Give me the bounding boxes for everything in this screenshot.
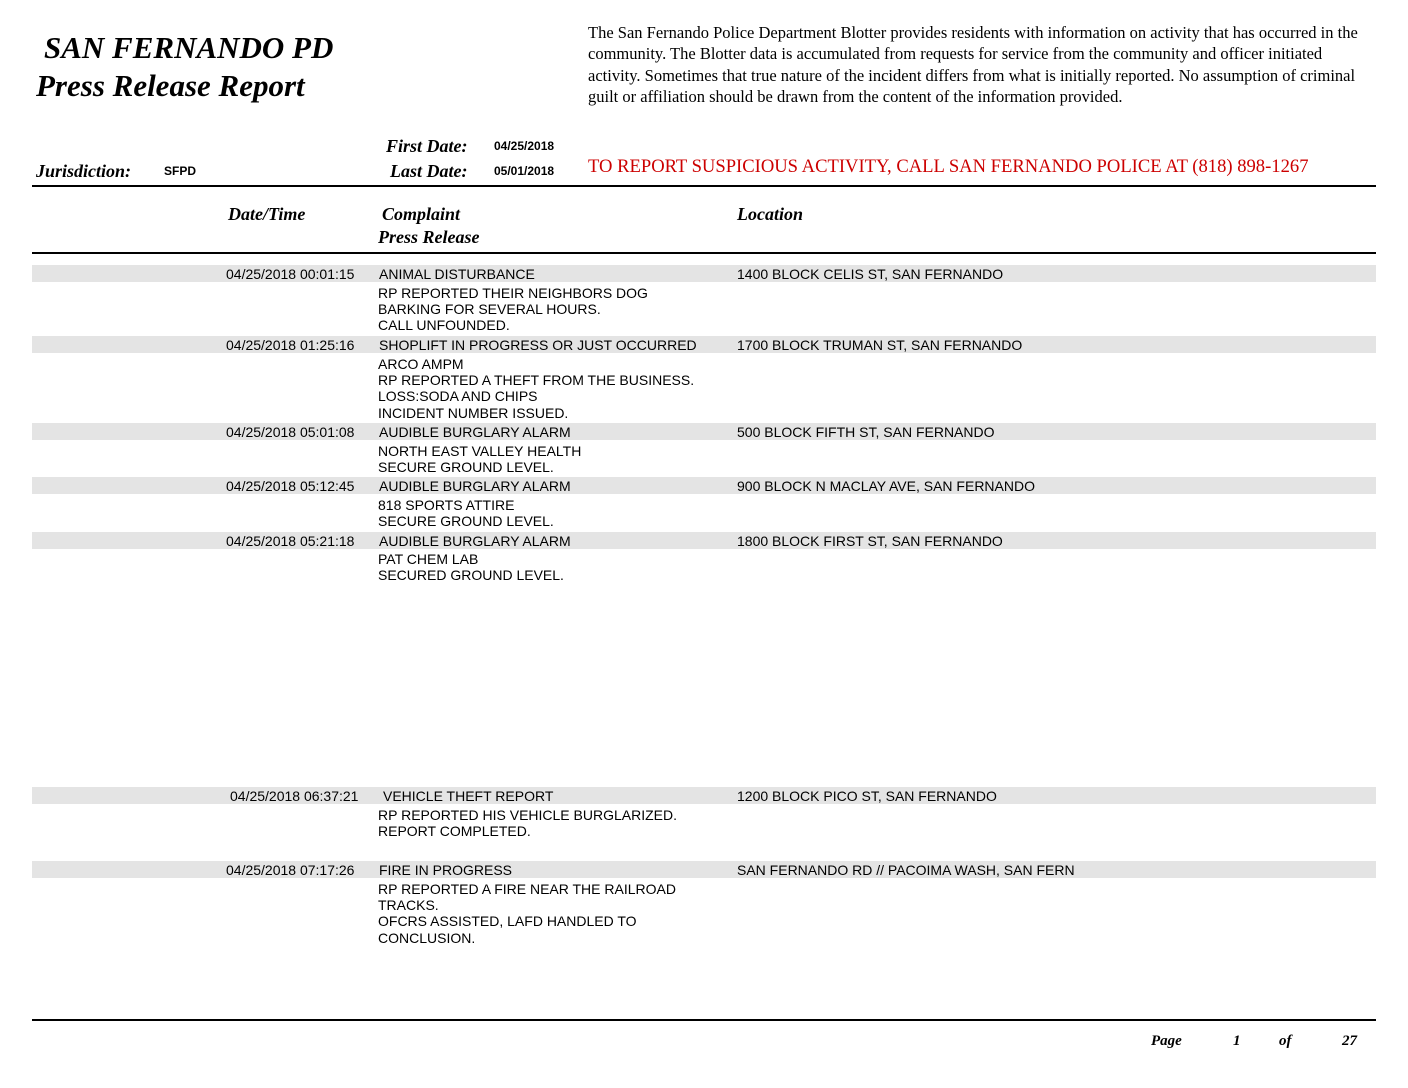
first-date-value: 04/25/2018: [494, 139, 555, 153]
incident-location: 1800 BLOCK FIRST ST, SAN FERNANDO: [737, 533, 1003, 549]
incident-location: 900 BLOCK N MACLAY AVE, SAN FERNANDO: [737, 478, 1035, 494]
column-header-press-release: Press Release: [378, 227, 480, 247]
incident-location: 1200 BLOCK PICO ST, SAN FERNANDO: [737, 788, 997, 804]
page-number: 1: [1233, 1033, 1241, 1049]
agency-title: SAN FERNANDO PD: [44, 30, 334, 65]
first-date-label: First Date:: [386, 136, 468, 156]
incident-datetime: 04/25/2018 05:21:18: [226, 533, 355, 549]
of-label: of: [1279, 1033, 1292, 1049]
incident-complaint: SHOPLIFT IN PROGRESS OR JUST OCCURRED: [379, 337, 697, 353]
incident-complaint: AUDIBLE BURGLARY ALARM: [379, 424, 571, 440]
last-date-value: 05/01/2018: [494, 164, 555, 178]
incident-press-release: 818 SPORTS ATTIRE SECURE GROUND LEVEL.: [378, 497, 554, 530]
jurisdiction-label: Jurisdiction:: [36, 161, 132, 181]
header-divider: [32, 185, 1376, 187]
incident-press-release: ARCO AMPM RP REPORTED A THEFT FROM THE BUSINESS. LOSS:SODA AND CHIPS INCIDENT NUMBER ISSUED.: [378, 356, 695, 421]
incident-press-release: PAT CHEM LAB SECURED GROUND LEVEL.: [378, 551, 564, 584]
incident-datetime: 04/25/2018 00:01:15: [226, 266, 355, 282]
incident-location: 500 BLOCK FIFTH ST, SAN FERNANDO: [737, 424, 995, 440]
report-title: Press Release Report: [36, 68, 305, 103]
suspicious-activity-alert: TO REPORT SUSPICIOUS ACTIVITY, CALL SAN FERNANDO POLICE AT (818) 898-1267: [588, 156, 1309, 177]
incident-complaint: VEHICLE THEFT REPORT: [383, 788, 554, 804]
incident-complaint: AUDIBLE BURGLARY ALARM: [379, 478, 571, 494]
last-date-label: Last Date:: [390, 161, 468, 181]
incident-location: 1400 BLOCK CELIS ST, SAN FERNANDO: [737, 266, 1004, 282]
incident-datetime: 04/25/2018 05:01:08: [226, 424, 355, 440]
incident-datetime: 04/25/2018 07:17:26: [226, 862, 355, 878]
incident-press-release: RP REPORTED A FIRE NEAR THE RAILROAD TRACKS. OFCRS ASSISTED, LAFD HANDLED TO CONCLUSION.: [378, 881, 676, 946]
footer-divider: [32, 1019, 1376, 1021]
incident-press-release: NORTH EAST VALLEY HEALTH SECURE GROUND LEVEL.: [378, 443, 582, 476]
incident-location: 1700 BLOCK TRUMAN ST, SAN FERNANDO: [737, 337, 1023, 353]
incident-press-release: RP REPORTED THEIR NEIGHBORS DOG BARKING FOR SEVERAL HOURS. CALL UNFOUNDED.: [378, 285, 648, 334]
column-header-divider: [32, 252, 1376, 254]
column-header-datetime: Date/Time: [228, 204, 306, 224]
column-header-complaint: Complaint: [382, 204, 461, 224]
incident-complaint: FIRE IN PROGRESS: [379, 862, 513, 878]
incident-datetime: 04/25/2018 01:25:16: [226, 337, 355, 353]
jurisdiction-value: SFPD: [164, 164, 197, 178]
incident-complaint: AUDIBLE BURGLARY ALARM: [379, 533, 571, 549]
incident-datetime: 04/25/2018 05:12:45: [226, 478, 355, 494]
page-label: Page: [1151, 1033, 1182, 1049]
incident-complaint: ANIMAL DISTURBANCE: [379, 266, 535, 282]
total-pages: 27: [1342, 1033, 1357, 1049]
column-header-location: Location: [737, 204, 803, 224]
incident-location: SAN FERNANDO RD // PACOIMA WASH, SAN FERN: [737, 862, 1075, 878]
incident-press-release: RP REPORTED HIS VEHICLE BURGLARIZED. REPORT COMPLETED.: [378, 807, 677, 840]
incident-datetime: 04/25/2018 06:37:21: [230, 788, 359, 804]
intro-paragraph: The San Fernando Police Department Blotter provides residents with information on activity that has occurred in the community. The Blotter data is accumulated from requests for service from the community and officer initiated activity. Sometimes that true nature of the incident differs from what is initially reported. No assumption of criminal guilt or affiliation should be drawn from the content of the information provided.: [588, 23, 1358, 107]
